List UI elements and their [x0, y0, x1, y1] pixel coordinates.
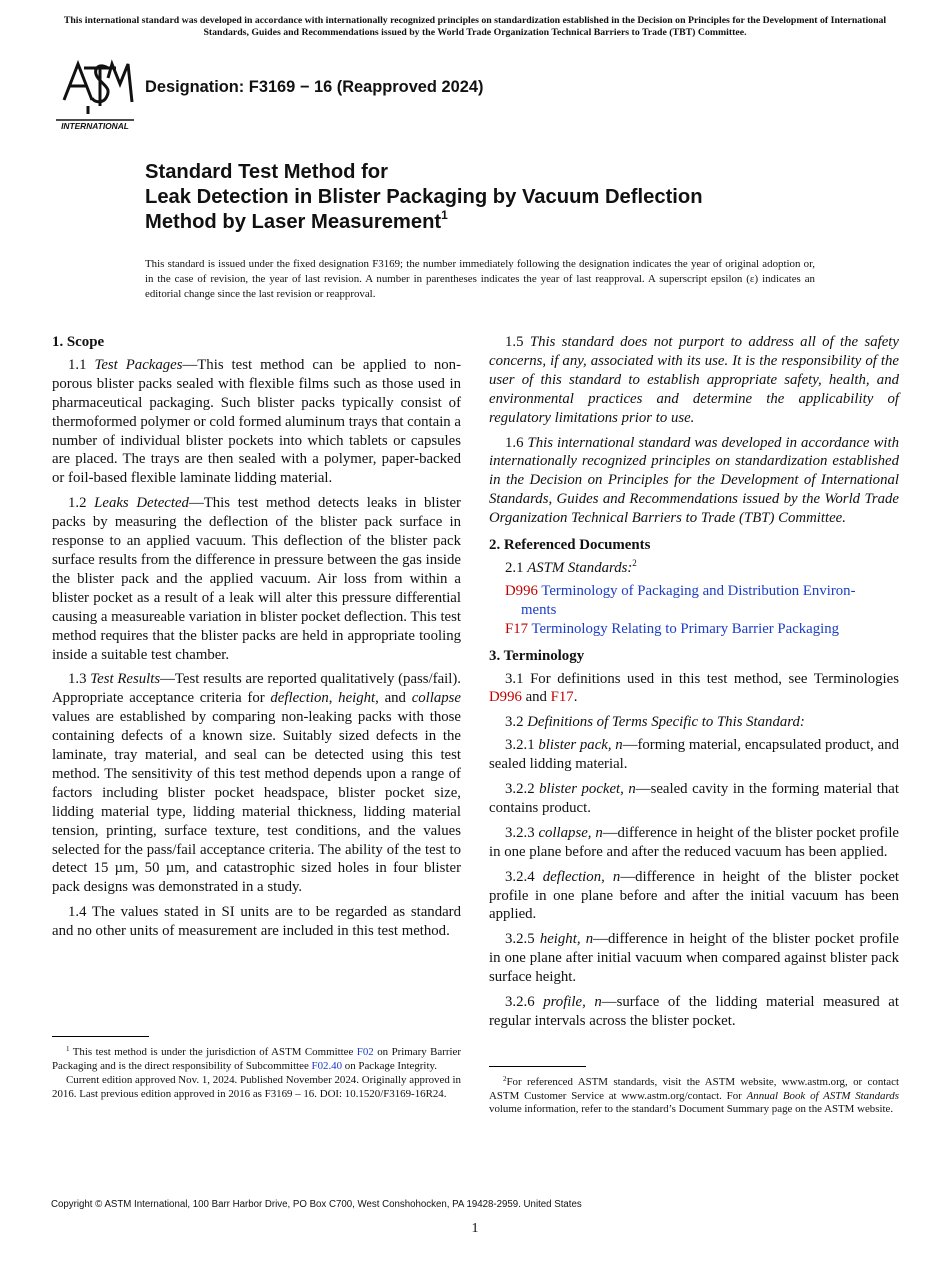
paragraph-1-4: 1.4 The values stated in SI units are to be regarded as standard and no other units of measurement are included in this test method.	[52, 904, 461, 940]
issuance-note: This standard is issued under the fixed designation F3169; the number immediately following the designation indicates the year of original adoption or, in the case of revision, the year of last revision. A number in parentheses indicates the year of last reapproval. A superscript epsilon (ε) indicates an editorial change since the last revision or reapproval.	[145, 258, 815, 300]
section-heading-scope: 1. Scope	[52, 334, 105, 350]
astm-logo	[54, 58, 136, 132]
reference-code-d996[interactable]: D996	[505, 582, 538, 599]
link-f02-40[interactable]: F02.40	[311, 1059, 343, 1072]
page-number: 1	[471, 1221, 479, 1236]
document-title	[145, 160, 865, 235]
right-column	[489, 333, 899, 1037]
paragraph-1-2: 1.2 Leaks Detected—This test method detects leaks in blister packs by measuring the deflection of the blister pack surface in response to an applied vacuum. This deflection of the blister pack surface results from the difference in pressure between the gas inside the blister pack and the applied vacuum. Air loss from within a blister pocket as a result of a leak will alter this pressure differential causing a measureable variation in blister pocket deflection. This test method requires that the blister packs are held in appropriate tooling inside a suitable test chamber.	[52, 495, 461, 663]
title-footnote-ref[interactable]: 1	[441, 208, 448, 222]
reference-d996[interactable]: D996 Terminology of Packaging and Distribution Environ- ments	[505, 582, 856, 618]
logo-text: INTERNATIONAL	[61, 121, 129, 131]
title-line-3: Method by Laser Measurement$^1$	[145, 208, 448, 233]
paragraph-1-5: 1.5 This standard does not purport to address all of the safety concerns, if any, associated with its use. It is the responsibility of the user of this standard to establish appropriate safety, health, and environmental practices and determine the applicability of regulatory limitations prior to use.	[489, 334, 899, 426]
paragraph-1-3: 1.3 Test Results—Test results are reported qualitatively (pass/fail). Appropriate acceptance criteria for deflection, height, and collapse values are established by comparing non-leaking packs with those containing defects of a known size. Suitably sized defects in the laminate, tray material, and seal can be detected using this test method. The sensitivity of this test method depends upon a range of factors including blister pocket headspace, blister pocket size, lidding material type, lidding material thickness, lidding material tension, printing, surface texture, test conditions, and the values selected for the pass/fail acceptance criteria. The ability of the test to detect 15 µm, 50 µm, and catastrophic sized holes in four blister pack designs was demonstrated in a study.	[52, 671, 461, 896]
paragraph-2-1: 2.1 ASTM Standards:$^2$	[505, 557, 637, 576]
link-f17[interactable]: F17	[550, 689, 574, 706]
definition-3-2-5: 3.2.5 height, n—difference in height of the blister pocket profile in one plane after initial vacuum when compared against blister pack surface height.	[489, 931, 899, 986]
link-f02[interactable]: F02	[356, 1046, 374, 1058]
footnote-2	[489, 1076, 899, 1118]
reference-f17[interactable]: F17 Terminology Relating to Primary Barrier Packaging	[505, 620, 840, 637]
reference-code-f17[interactable]: F17	[505, 620, 529, 637]
footnote-rule-right	[489, 1066, 586, 1067]
link-d996[interactable]: D996	[489, 689, 522, 706]
footnote-1	[52, 1046, 461, 1102]
definition-3-2-4: 3.2.4 deflection, n—difference in height of the blister pocket profile in one plane before and after the initial vacuum has been applied.	[489, 868, 900, 923]
definition-3-2-2: 3.2.2 blister pocket, n—sealed cavity in the forming material that contains product.	[489, 781, 899, 816]
section-heading-referenced: 2. Referenced Documents	[489, 537, 651, 554]
paragraph-3-2: 3.2 Definitions of Terms Specific to This Standard:	[505, 714, 805, 731]
designation: Designation: F3169 − 16 (Reapproved 2024)	[145, 78, 484, 96]
definition-3-2-1: 3.2.1 blister pack, n—forming material, encapsulated product, and sealed lidding material.	[489, 737, 899, 773]
footnote-1-edition: Current edition approved Nov. 1, 2024. Published November 2024. Originally approved in 2016. Last previous edition approved in 2016 as F3169 – 16. DOI: 10.1520/F3169-16R24.	[52, 1074, 461, 1100]
tbt-notice: This international standard was developed in accordance with internationally recognized principles on standardization established in the Decision on Principles for the Development of International Standards, Guides and Recommendations issued by the World Trade Organization Technical Barriers to Trade (TBT) Committee.	[63, 15, 887, 38]
title-line-1: Standard Test Method for	[145, 161, 388, 183]
left-column	[52, 333, 461, 947]
footnote-2-text: $^2$For referenced ASTM standards, visit the ASTM website, www.astm.org, or contact ASTM Customer Service at www.astm.org/contact. For Annual Book of ASTM Standards volume information, refer to the standard’s Document Summary page on the ASTM website.	[489, 1075, 899, 1116]
definition-3-2-6: 3.2.6 profile, n—surface of the lidding material measured at regular intervals across the blister pocket.	[489, 994, 899, 1029]
paragraph-1-6: 1.6 This international standard was developed in accordance with internationally recognized principles on standardization established in the Decision on Principles for the Development of International Standards, Guides and Recommendations issued by the World Trade Organization Technical Barriers to Trade (TBT) Committee.	[489, 434, 899, 527]
copyright-notice: Copyright © ASTM International, 100 Barr Harbor Drive, PO Box C700, West Conshohocken, PA 19428-2959. United States	[51, 1199, 582, 1210]
paragraph-1-1: 1.1 Test Packages—This test method can be applied to non-porous blister packs sealed with flexible films such as those used in pharmaceutical packaging. Such blister packs typically consist of thermoformed polymer or cold formed aluminum trays that contain a number of individual blister pockets into which tablets or capsules are placed. The trays are then sealed with a polymer, paper-backed or foil-based flexible laminate lidding material.	[52, 356, 462, 487]
section-heading-terminology: 3. Terminology	[489, 647, 585, 664]
footnote-1-text: $^1$ This test method is under the jurisdiction of ASTM Committee F02 on Primary Barrier Packaging and is the direct responsibility of Subcommittee F02.40 on Package Integrity.	[52, 1045, 461, 1072]
footnote-rule-left	[52, 1036, 149, 1037]
title-line-2: Leak Detection in Blister Packaging by Vacuum Deflection	[145, 186, 703, 208]
paragraph-3-1: 3.1 For definitions used in this test method, see Terminologies D996 and F17.	[489, 670, 899, 706]
definition-3-2-3: 3.2.3 collapse, n—difference in height of the blister pocket profile in one plane before and after the reduced vacuum has been applied.	[489, 824, 900, 860]
